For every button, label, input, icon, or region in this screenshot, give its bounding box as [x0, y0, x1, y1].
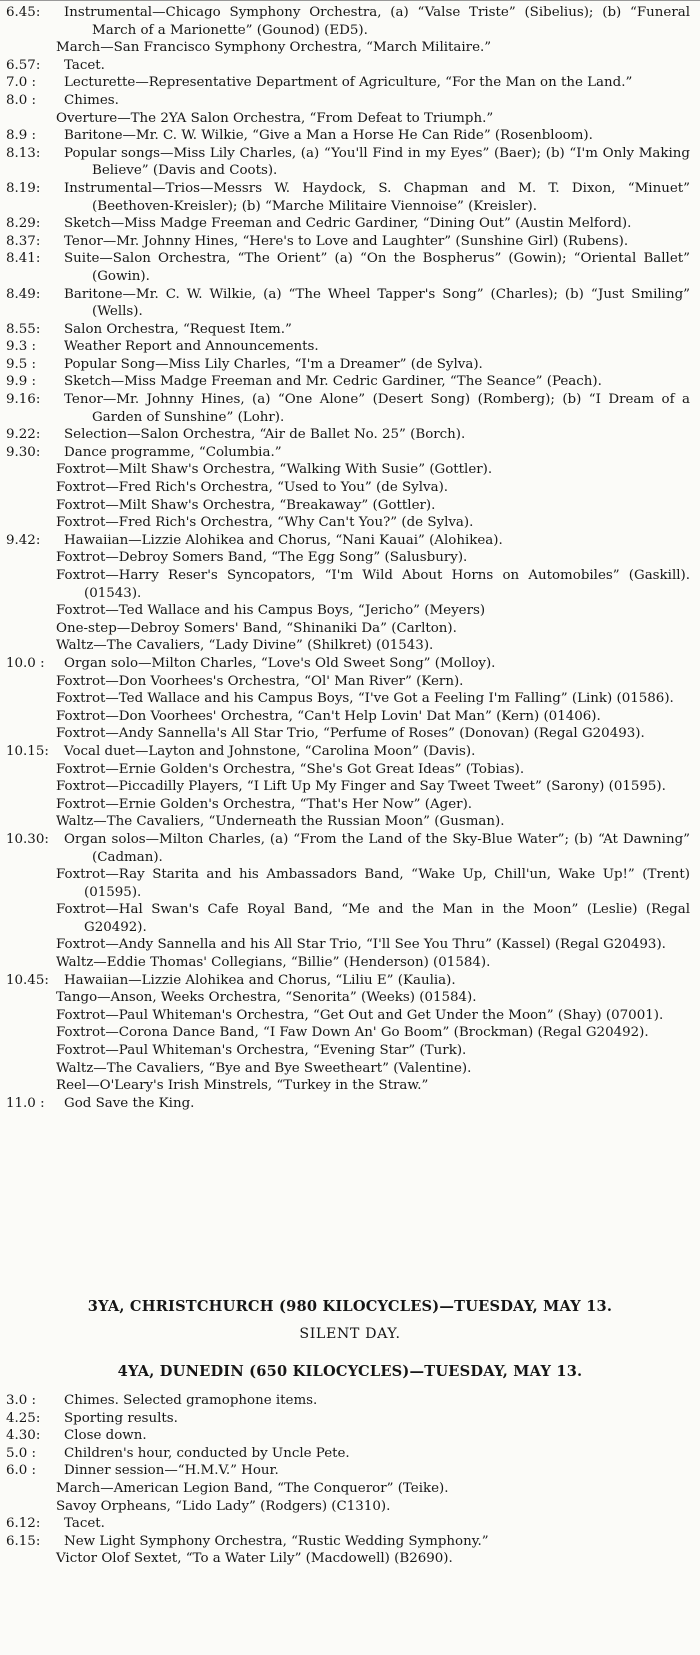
programme-entry — [0, 567, 700, 602]
entry-time: 10.30: — [6, 831, 49, 847]
programme-entry — [0, 286, 700, 321]
entry-text: Children's hour, conducted by Uncle Pete. — [64, 1445, 350, 1461]
entry-time: 9.16: — [6, 392, 41, 408]
entry-text: God Save the King. — [64, 1095, 195, 1111]
entry-time: 6.15: — [6, 1533, 41, 1549]
entry-time: 8.9 : — [6, 128, 37, 144]
entry-text: Hawaiian—Lizzie Alohikea and Chorus, “Liliu E” (Kaulia). — [64, 972, 456, 988]
entry-time: 8.41: — [6, 251, 41, 267]
programme-entry — [0, 673, 700, 691]
programme-entry — [0, 39, 700, 57]
entry-text: Waltz—The Cavaliers, “Bye and Bye Sweetheart” (Valentine). — [56, 1060, 472, 1076]
entry-text: Foxtrot—Fred Rich's Orchestra, “Why Can't You?” (de Sylva). — [56, 515, 474, 531]
programme-entry — [0, 1515, 700, 1533]
programme-entry — [0, 1077, 700, 1095]
silent-day-note: SILENT DAY. — [299, 1326, 401, 1342]
entry-time: 6.12: — [6, 1516, 41, 1532]
programme-entry — [0, 637, 700, 655]
entry-text: Victor Olof Sextet, “To a Water Lily” (Macdowell) (B2690). — [56, 1551, 453, 1567]
programme-2ya — [0, 4, 700, 1112]
entry-text: Foxtrot—Harry Reser's Syncopators, “I'm Wild About Horns on Automobiles” (Gaskill). (01543). — [56, 568, 690, 601]
entry-text: Foxtrot—Paul Whiteman's Orchestra, “Get Out and Get Under the Moon” (Shay) (07001). — [56, 1007, 664, 1023]
entry-text: Instrumental—Chicago Symphony Orchestra, (a) “Valse Triste” (Sibelius); (b) “Funeral March of a Marionette” (Gounod) (ED5). — [64, 5, 690, 38]
entry-text: New Light Symphony Orchestra, “Rustic Wedding Symphony.” — [64, 1533, 489, 1549]
entry-time: 6.57: — [6, 57, 41, 73]
entry-time: 9.3 : — [6, 339, 37, 355]
entry-text: Hawaiian—Lizzie Alohikea and Chorus, “Nani Kauai” (Alohikea). — [64, 532, 503, 548]
programme-entry — [0, 602, 700, 620]
programme-entry — [0, 110, 700, 128]
entry-text: Close down. — [64, 1428, 147, 1444]
entry-text: One-step—Debroy Somers' Band, “Shinaniki Da” (Carlton). — [56, 620, 457, 636]
entry-time: 9.30: — [6, 444, 41, 460]
entry-text: Foxtrot—Andy Sannella's All Star Trio, “Perfume of Roses” (Donovan) (Regal G20493). — [56, 726, 645, 742]
programme-entry — [0, 1427, 700, 1445]
programme-entry — [0, 549, 700, 567]
entry-text: Tacet. — [64, 1516, 105, 1532]
entry-time: 3.0 : — [6, 1393, 37, 1408]
programme-entry — [0, 1445, 700, 1463]
programme-entry — [0, 972, 700, 990]
programme-entry — [0, 92, 700, 110]
programme-entry — [0, 215, 700, 233]
entry-text: Foxtrot—Hal Swan's Cafe Royal Band, “Me and the Man in the Moon” (Leslie) (Regal G20492). — [56, 902, 690, 935]
programme-4ya — [0, 1392, 700, 1568]
programme-entry — [0, 321, 700, 339]
programme-entry — [0, 391, 700, 426]
entry-text: Reel—O'Leary's Irish Minstrels, “Turkey in the Straw.” — [56, 1078, 429, 1094]
programme-entry — [0, 796, 700, 814]
programme-entry — [0, 127, 700, 145]
entry-text: Foxtrot—Debroy Somers Band, “The Egg Song” (Salusbury). — [56, 550, 468, 566]
entry-time: 9.5 : — [6, 356, 37, 372]
entry-text: Salon Orchestra, “Request Item.” — [64, 321, 292, 337]
programme-entry — [0, 57, 700, 75]
programme-entry — [0, 1024, 700, 1042]
entry-text: Popular Song—Miss Lily Charles, “I'm a Dreamer” (de Sylva). — [64, 356, 483, 372]
programme-entry — [0, 1550, 700, 1568]
programme-entry — [0, 479, 700, 497]
entry-text: Sketch—Miss Madge Freeman and Cedric Gardiner, “Dining Out” (Austin Melford). — [64, 216, 632, 232]
entry-text: Selection—Salon Orchestra, “Air de Ballet No. 25” (Borch). — [64, 427, 466, 443]
programme-entry — [0, 1060, 700, 1078]
programme-entry — [0, 761, 700, 779]
entry-time: 9.22: — [6, 427, 41, 443]
entry-text: March—San Francisco Symphony Orchestra, “March Militaire.” — [56, 40, 492, 56]
entry-text: Sketch—Miss Madge Freeman and Mr. Cedric Gardiner, “The Seance” (Peach). — [64, 374, 602, 390]
programme-entry — [0, 743, 700, 761]
programme-entry — [0, 1042, 700, 1060]
programme-entry — [0, 831, 700, 866]
entry-text: Suite—Salon Orchestra, “The Orient” (a) “On the Bospherus” (Gowin); “Oriental Ballet” (Gowin). — [64, 251, 690, 284]
entry-time: 8.37: — [6, 233, 41, 249]
entry-text: Instrumental—Trios—Messrs W. Haydock, S. Chapman and M. T. Dixon, “Minuet” (Beethoven-Kreisler); (b) “Marche Militaire Viennoise” (Kreisler). — [64, 180, 690, 214]
programme-entry — [0, 497, 700, 515]
entry-text: Foxtrot—Ted Wallace and his Campus Boys, “I've Got a Feeling I'm Falling” (Link) (01586). — [56, 691, 674, 707]
entry-time: 10.15: — [6, 743, 49, 759]
entry-time: 10.0 : — [6, 655, 45, 671]
programme-entry — [0, 250, 700, 285]
entry-text: Waltz—The Cavaliers, “Underneath the Russian Moon” (Gusman). — [56, 814, 505, 830]
programme-entry — [0, 74, 700, 92]
entry-text: Popular songs—Miss Lily Charles, (a) “You'll Find in my Eyes” (Baer); (b) “I'm Only Making Believe” (Davis and Coots). — [64, 145, 690, 179]
entry-text: Foxtrot—Ernie Golden's Orchestra, “She's Got Great Ideas” (Tobias). — [56, 761, 525, 777]
programme-entry — [0, 954, 700, 972]
programme-entry — [0, 444, 700, 462]
entry-text: Foxtrot—Milt Shaw's Orchestra, “Walking With Susie” (Gottler). — [56, 462, 493, 478]
entry-text: Foxtrot—Ted Wallace and his Campus Boys, “Jericho” (Meyers) — [56, 603, 486, 619]
entry-text: Foxtrot—Paul Whiteman's Orchestra, “Evening Star” (Turk). — [56, 1043, 467, 1059]
top-rule — [0, 0, 700, 2]
entry-text: Foxtrot—Fred Rich's Orchestra, “Used to You” (de Sylva). — [56, 480, 449, 496]
programme-entry — [0, 813, 700, 831]
programme-entry — [0, 180, 700, 215]
entry-text: Organ solo—Milton Charles, “Love's Old Sweet Song” (Molloy). — [64, 655, 496, 671]
entry-text: Dance programme, “Columbia.” — [64, 444, 282, 460]
programme-entry — [0, 866, 700, 901]
entry-text: Lecturette—Representative Department of Agriculture, “For the Man on the Land.” — [64, 75, 633, 91]
entry-time: 8.19: — [6, 180, 41, 196]
entry-text: March—American Legion Band, “The Conqueror” (Teike). — [56, 1480, 449, 1496]
programme-entry — [0, 1392, 700, 1410]
programme-entry — [0, 1498, 700, 1516]
programme-entry — [0, 655, 700, 673]
programme-entry — [0, 1462, 700, 1480]
entry-text: Tenor—Mr. Johnny Hines, “Here's to Love and Laughter” (Sunshine Girl) (Rubens). — [64, 233, 629, 249]
programme-entry — [0, 338, 700, 356]
entry-text: Foxtrot—Ernie Golden's Orchestra, “That's Her Now” (Ager). — [56, 796, 473, 812]
programme-entry — [0, 356, 700, 374]
entry-text: Foxtrot—Piccadilly Players, “I Lift Up My Finger and Say Tweet Tweet” (Sarony) (01595). — [56, 779, 666, 795]
entry-text: Baritone—Mr. C. W. Wilkie, “Give a Man a Horse He Can Ride” (Rosenbloom). — [64, 128, 593, 144]
programme-entry — [0, 989, 700, 1007]
programme-entry — [0, 901, 700, 936]
programme-entry — [0, 725, 700, 743]
entry-time: 5.0 : — [6, 1445, 37, 1461]
programme-entry — [0, 1410, 700, 1428]
heading-3ya: 3YA, CHRISTCHURCH (980 KILOCYCLES)—TUESDAY, MAY 13. — [87, 1298, 613, 1315]
programme-entry — [0, 532, 700, 550]
programme-entry — [0, 1533, 700, 1551]
heading-4ya: 4YA, DUNEDIN (650 KILOCYCLES)—TUESDAY, MAY 13. — [117, 1363, 583, 1380]
entry-time: 4.25: — [6, 1410, 41, 1426]
entry-text: Organ solos—Milton Charles, (a) “From the Land of the Sky-Blue Water”; (b) “At Dawning” (Cadman). — [64, 831, 690, 865]
entry-time: 7.0 : — [6, 75, 37, 91]
entry-time: 9.9 : — [6, 374, 37, 390]
entry-text: Sporting results. — [64, 1410, 178, 1426]
programme-entry — [0, 778, 700, 796]
entry-text: Chimes. Selected gramophone items. — [64, 1393, 318, 1408]
programme-entry — [0, 4, 700, 39]
entry-text: Waltz—The Cavaliers, “Lady Divine” (Shilkret) (01543). — [56, 638, 434, 654]
entry-text: Tango—Anson, Weeks Orchestra, “Senorita” (Weeks) (01584). — [56, 990, 477, 1006]
entry-text: Baritone—Mr. C. W. Wilkie, (a) “The Wheel Tapper's Song” (Charles); (b) “Just Smiling” (Wells). — [64, 286, 690, 320]
programme-entry — [0, 373, 700, 391]
entry-text: Foxtrot—Don Voorhees's Orchestra, “Ol' Man River” (Kern). — [56, 673, 464, 689]
programme-entry — [0, 708, 700, 726]
programme-entry — [0, 233, 700, 251]
entry-time: 10.45: — [6, 972, 49, 988]
programme-entry — [0, 145, 700, 180]
entry-time: 8.55: — [6, 321, 41, 337]
entry-text: Foxtrot—Ray Starita and his Ambassadors Band, “Wake Up, Chill'un, Wake Up!” (Trent) (01595). — [56, 867, 690, 900]
entry-text: Chimes. — [64, 92, 119, 108]
entry-time: 11.0 : — [6, 1095, 45, 1111]
entry-time: 8.0 : — [6, 92, 37, 108]
entry-text: Tacet. — [64, 57, 105, 73]
entry-text: Foxtrot—Corona Dance Band, “I Faw Down An' Go Boom” (Brockman) (Regal G20492). — [56, 1025, 649, 1041]
entry-time: 8.29: — [6, 216, 41, 232]
entry-time: 6.0 : — [6, 1463, 37, 1479]
programme-entry — [0, 936, 700, 954]
programme-entry — [0, 514, 700, 532]
entry-text: Foxtrot—Milt Shaw's Orchestra, “Breakaway” (Gottler). — [56, 497, 436, 513]
entry-text: Foxtrot—Don Voorhees' Orchestra, “Can't Help Lovin' Dat Man” (Kern) (01406). — [56, 708, 601, 724]
entry-text: Dinner session—“H.M.V.” Hour. — [64, 1463, 279, 1479]
programme-entry — [0, 690, 700, 708]
programme-entry — [0, 620, 700, 638]
programme-entry — [0, 461, 700, 479]
programme-entry — [0, 1480, 700, 1498]
entry-time: 9.42: — [6, 532, 41, 548]
programme-entry — [0, 1007, 700, 1025]
entry-text: Vocal duet—Layton and Johnstone, “Carolina Moon” (Davis). — [64, 743, 476, 759]
programme-entry — [0, 1095, 700, 1113]
entry-text: Weather Report and Announcements. — [64, 339, 319, 355]
entry-time: 4.30: — [6, 1428, 41, 1444]
entry-text: Foxtrot—Andy Sannella and his All Star Trio, “I'll See You Thru” (Kassel) (Regal G20493). — [56, 937, 666, 953]
entry-time: 8.49: — [6, 286, 41, 302]
entry-time: 8.13: — [6, 145, 41, 161]
entry-text: Overture—The 2YA Salon Orchestra, “From Defeat to Triumph.” — [56, 110, 494, 126]
entry-text: Savoy Orpheans, “Lido Lady” (Rodgers) (C1310). — [56, 1498, 391, 1514]
entry-text: Tenor—Mr. Johnny Hines, (a) “One Alone” (Desert Song) (Romberg); (b) “I Dream of a Garden of Sunshine” (Lohr). — [64, 392, 690, 425]
entry-text: Waltz—Eddie Thomas' Collegians, “Billie” (Henderson) (01584). — [56, 955, 491, 971]
programme-entry — [0, 426, 700, 444]
entry-time: 6.45: — [6, 5, 41, 20]
